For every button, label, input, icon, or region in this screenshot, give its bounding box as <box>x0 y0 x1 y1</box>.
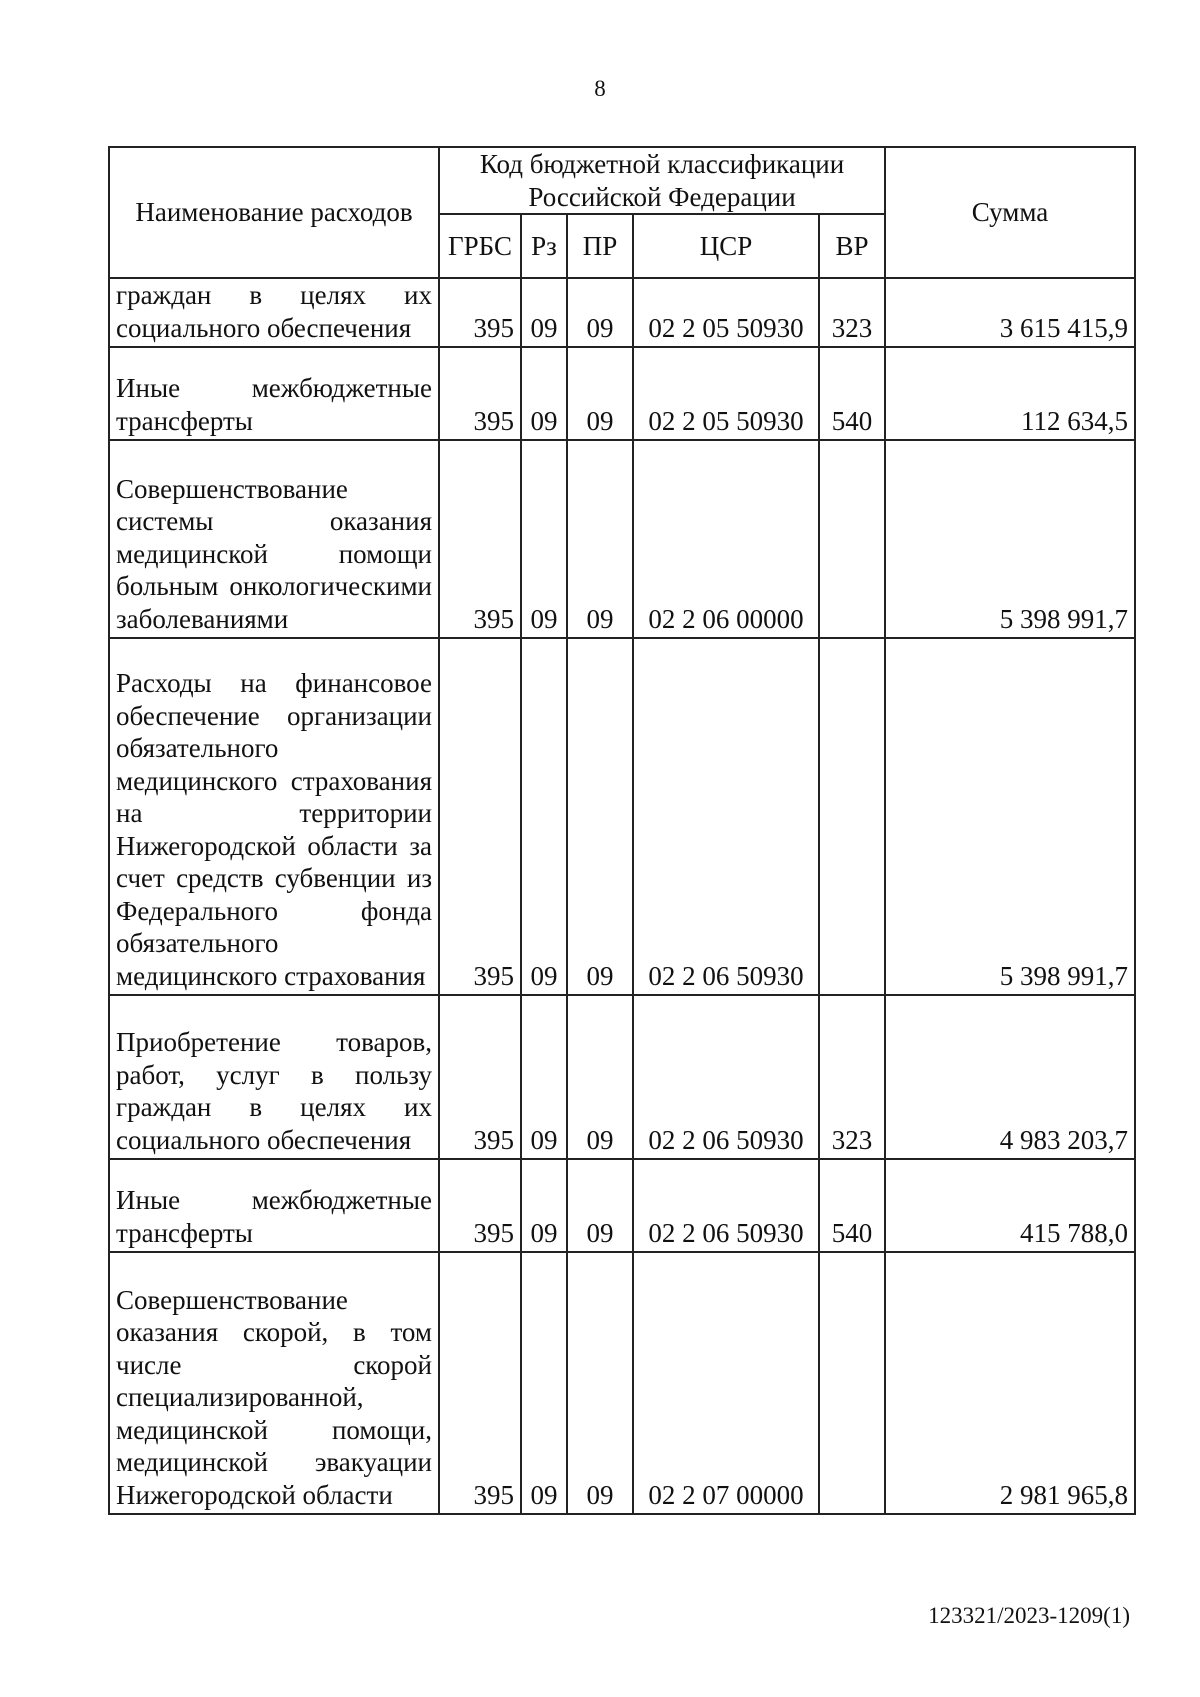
row-grbs: 395 <box>439 638 521 995</box>
table-row <box>109 1159 1135 1252</box>
header-pr: ПР <box>567 214 633 278</box>
row-csr: 02 2 05 50930 <box>633 347 819 440</box>
header-sum: Сумма <box>885 147 1135 278</box>
row-rz: 09 <box>521 440 567 638</box>
row-sum: 4 983 203,7 <box>885 995 1135 1159</box>
row-csr: 02 2 06 50930 <box>633 638 819 995</box>
row-rz: 09 <box>521 347 567 440</box>
row-csr: 02 2 05 50930 <box>633 278 819 347</box>
row-rz: 09 <box>521 1252 567 1514</box>
row-pr: 09 <box>567 995 633 1159</box>
row-vr <box>819 638 885 995</box>
row-vr: 540 <box>819 347 885 440</box>
row-csr: 02 2 06 50930 <box>633 1159 819 1252</box>
row-vr: 540 <box>819 1159 885 1252</box>
row-name: Приобретение товаров, работ, услуг в пользу граждан в целях их социального обеспечения <box>109 995 439 1159</box>
row-pr: 09 <box>567 1159 633 1252</box>
header-grbs: ГРБС <box>439 214 521 278</box>
row-pr: 09 <box>567 1252 633 1514</box>
table-row <box>109 995 1135 1159</box>
row-grbs: 395 <box>439 995 521 1159</box>
header-csr: ЦСР <box>633 214 819 278</box>
table-row <box>109 638 1135 995</box>
row-grbs: 395 <box>439 1252 521 1514</box>
row-vr: 323 <box>819 278 885 347</box>
row-name: Совершенствование оказания скорой, в том числе скорой специализированной, медицинской помощи, медицинской эвакуации Нижегородской области <box>109 1252 439 1514</box>
row-name: Иные межбюджетные трансферты <box>109 1159 439 1252</box>
row-grbs: 395 <box>439 440 521 638</box>
row-grbs: 395 <box>439 278 521 347</box>
row-grbs: 395 <box>439 347 521 440</box>
row-name: Совершенствование системы оказания медицинской помощи больным онкологическими заболеваниями <box>109 440 439 638</box>
budget-table <box>108 146 1136 1515</box>
header-vr: ВР <box>819 214 885 278</box>
row-csr: 02 2 06 00000 <box>633 440 819 638</box>
table-header-row <box>109 147 1135 214</box>
row-rz: 09 <box>521 638 567 995</box>
row-sum: 415 788,0 <box>885 1159 1135 1252</box>
table-row <box>109 278 1135 347</box>
row-name: Расходы на финансовое обеспечение организации обязательного медицинского страхования на территории Нижегородской области за счет средств субвенции из Федерального фонда обязательного медицинского страхования <box>109 638 439 995</box>
row-rz: 09 <box>521 1159 567 1252</box>
table-row <box>109 347 1135 440</box>
table-row <box>109 1252 1135 1514</box>
document-id: 123321/2023-1209(1) <box>928 1603 1130 1628</box>
row-vr: 323 <box>819 995 885 1159</box>
table-row <box>109 440 1135 638</box>
row-sum: 112 634,5 <box>885 347 1135 440</box>
row-csr: 02 2 07 00000 <box>633 1252 819 1514</box>
row-rz: 09 <box>521 278 567 347</box>
row-name: Иные межбюджетные трансферты <box>109 347 439 440</box>
row-rz: 09 <box>521 995 567 1159</box>
row-pr: 09 <box>567 638 633 995</box>
header-rz: Рз <box>521 214 567 278</box>
header-name: Наименование расходов <box>109 147 439 278</box>
row-grbs: 395 <box>439 1159 521 1252</box>
row-pr: 09 <box>567 347 633 440</box>
page-number: 8 <box>594 76 606 101</box>
header-code-group: Код бюджетной классификации Российской Федерации <box>439 147 885 214</box>
row-name: граждан в целях их социального обеспечения <box>109 278 439 347</box>
row-sum: 2 981 965,8 <box>885 1252 1135 1514</box>
row-sum: 3 615 415,9 <box>885 278 1135 347</box>
row-vr <box>819 440 885 638</box>
row-sum: 5 398 991,7 <box>885 440 1135 638</box>
row-pr: 09 <box>567 440 633 638</box>
row-vr <box>819 1252 885 1514</box>
row-pr: 09 <box>567 278 633 347</box>
row-csr: 02 2 06 50930 <box>633 995 819 1159</box>
row-sum: 5 398 991,7 <box>885 638 1135 995</box>
